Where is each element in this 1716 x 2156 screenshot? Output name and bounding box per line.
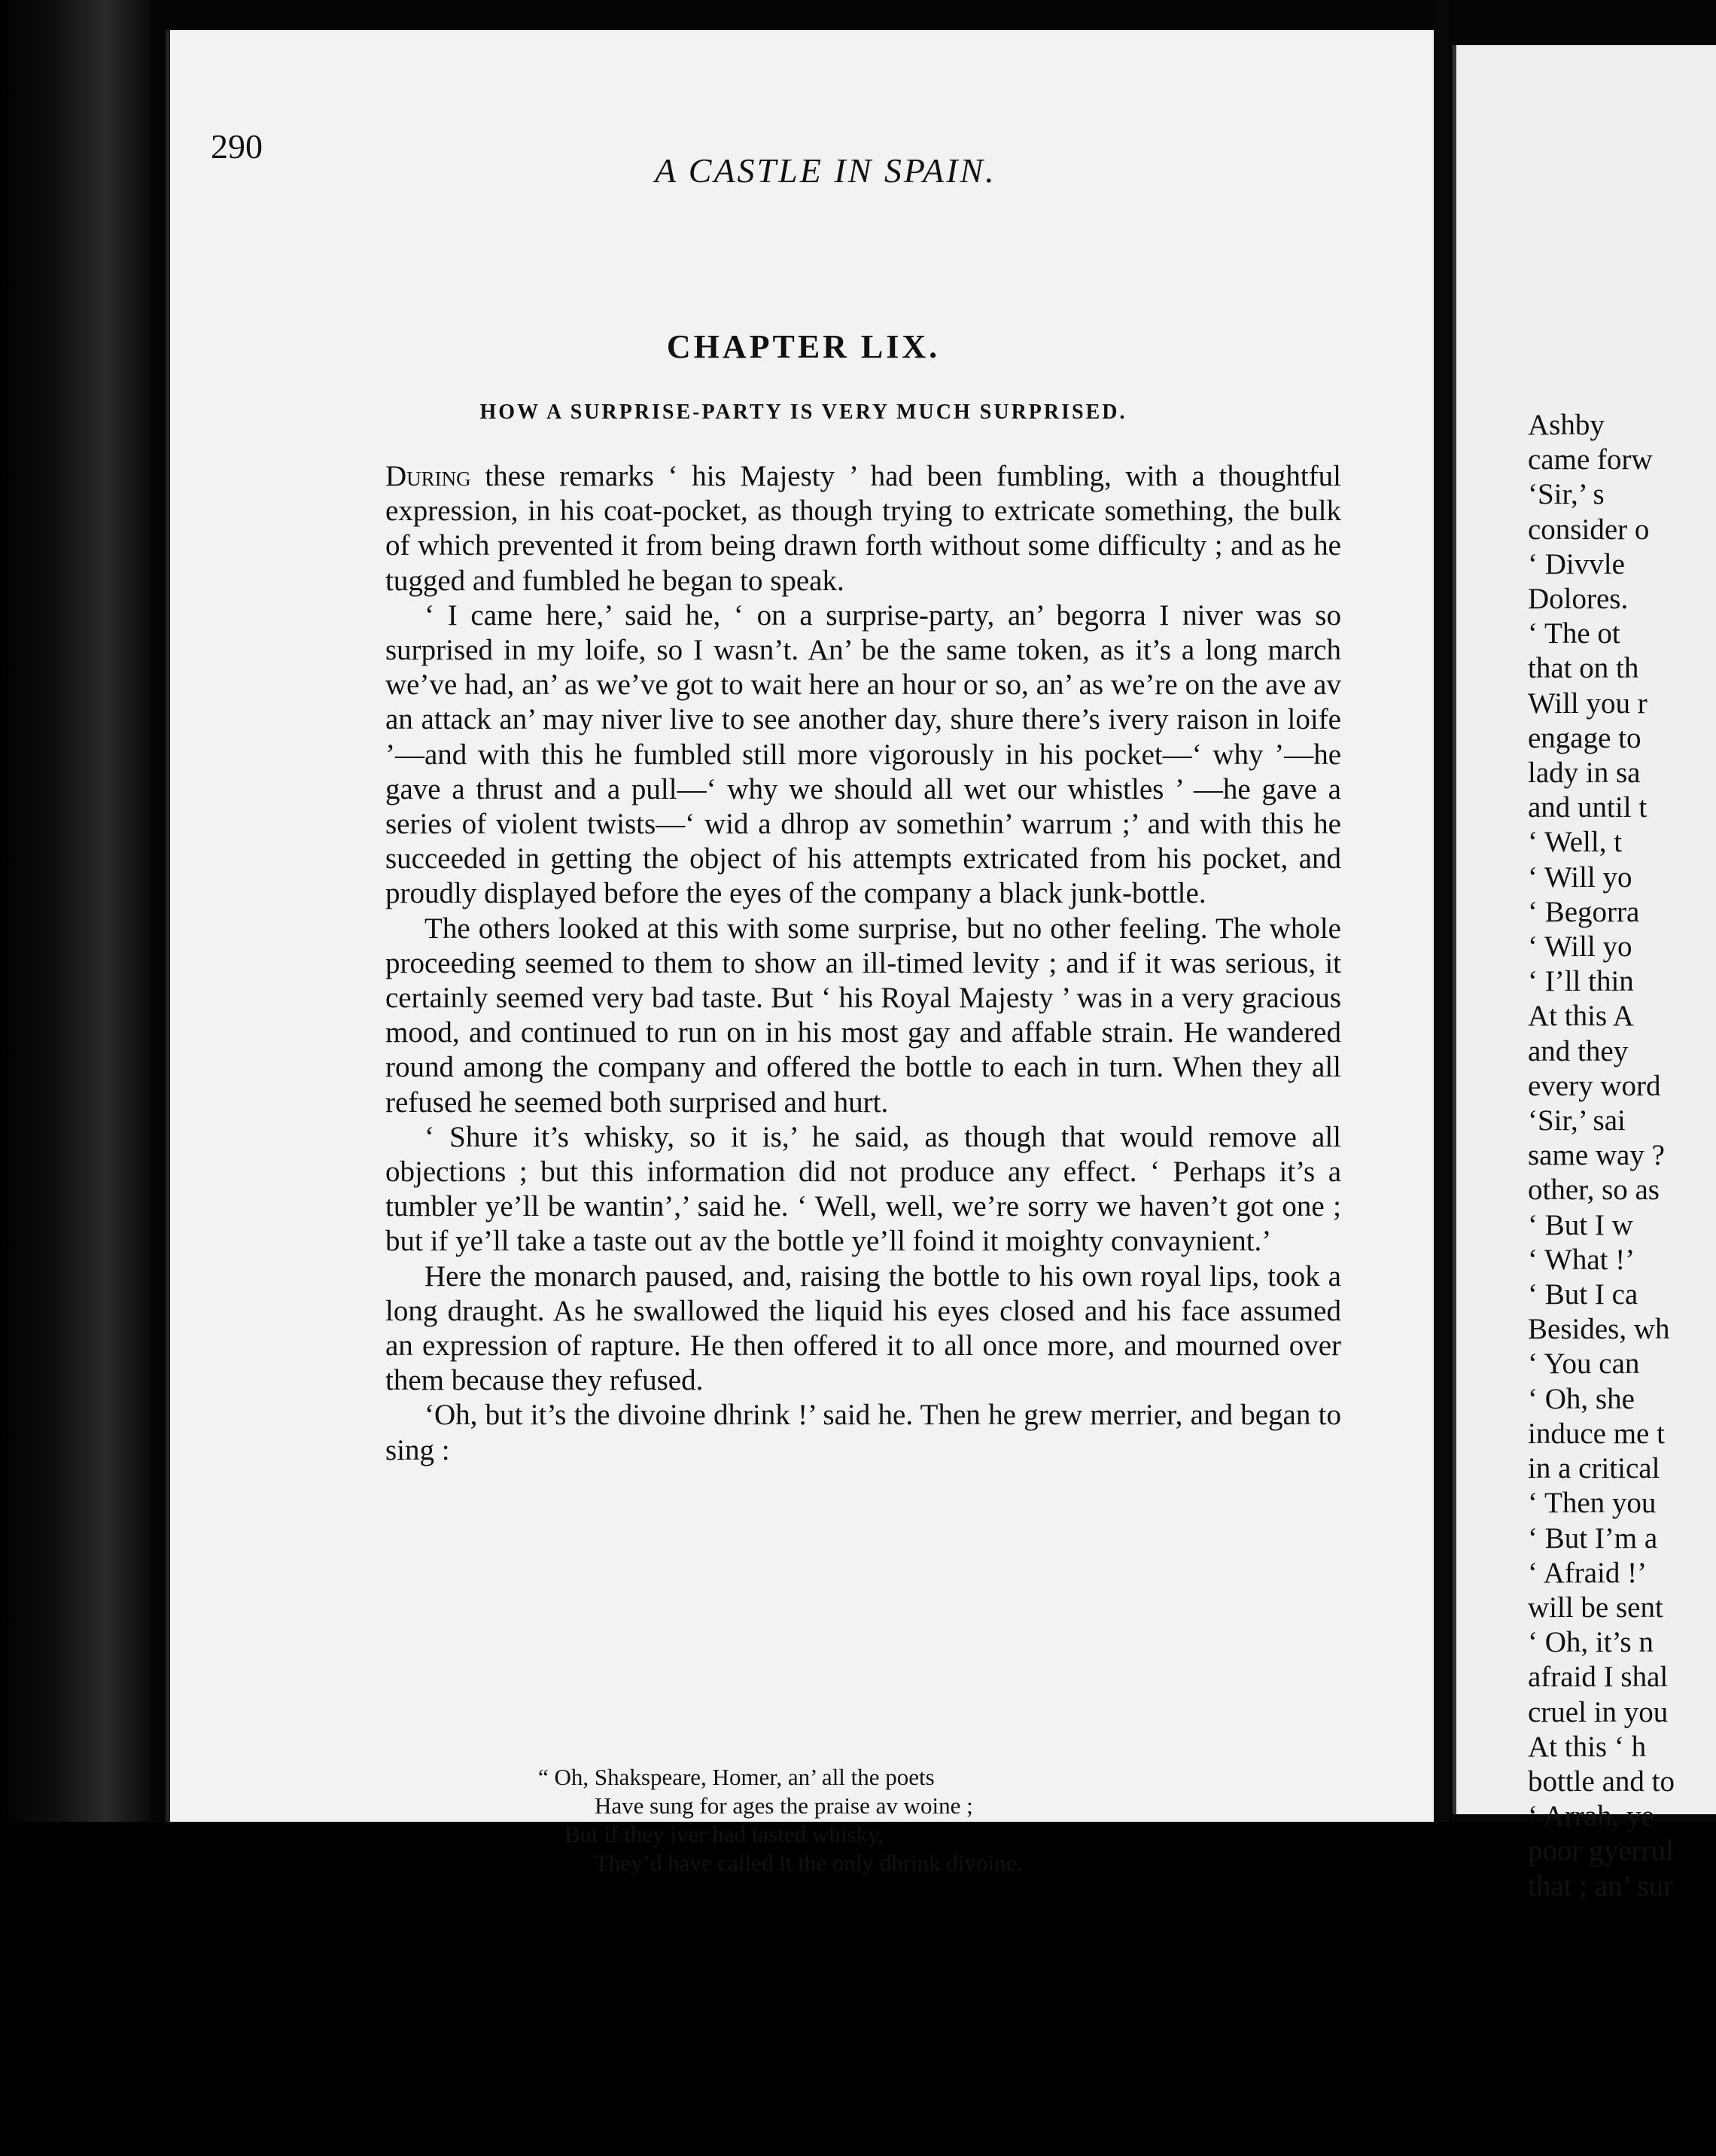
facing-page-line: ‘Sir,’ s (1528, 478, 1605, 511)
facing-page-line: every word (1528, 1069, 1661, 1102)
facing-page-line: ‘ You can (1528, 1348, 1640, 1381)
facing-page-line: in a critical (1528, 1452, 1660, 1485)
facing-page-line: ‘ Will yo (1528, 930, 1632, 964)
facing-page-text (1528, 408, 1716, 1904)
facing-page-line: ‘Sir,’ sai (1528, 1104, 1626, 1137)
facing-page-line: ‘ But I w (1528, 1208, 1633, 1241)
facing-page-line: ‘ Well, t (1528, 826, 1623, 859)
chapter-body (385, 459, 1341, 1468)
facing-page-line: other, so as (1528, 1174, 1660, 1207)
facing-page-line: engage to (1528, 721, 1641, 754)
facing-page-line: ‘ Begorra (1528, 895, 1640, 928)
song-verse (538, 1763, 1022, 1877)
verse-line: They’d have called it the only dhrink divoine. (595, 1850, 1023, 1876)
paragraph: ‘Oh, but it’s the divoine dhrink !’ said he. Then he grew merrier, and began to sing : (385, 1399, 1341, 1466)
facing-page-line: induce me t (1528, 1417, 1665, 1450)
paragraph (385, 459, 1341, 598)
facing-page-line: ‘ But I ca (1528, 1278, 1638, 1311)
facing-page-line: that ; an’ sur (1528, 1869, 1674, 1902)
facing-page-line: lady in sa (1528, 757, 1641, 790)
paragraph-text: these remarks ‘ his Majesty ’ had been fumbling, with a thoughtful expression, in his coat-pocket, as though trying to extricate something, the bulk of which prevented it from being drawn forth without some difficulty ; and as he tugged and fumbled he began to speak. (385, 460, 1341, 597)
facing-page-line: ‘ Oh, it’s n (1528, 1626, 1654, 1659)
facing-page-line: bottle and to (1528, 1765, 1675, 1798)
facing-page-line: ‘ Afraid !’ (1528, 1556, 1648, 1589)
facing-page-line: ‘ I’ll thin (1528, 965, 1634, 998)
facing-page-line: cruel in you (1528, 1695, 1669, 1728)
facing-page-line: ‘ Then you (1528, 1487, 1657, 1520)
facing-page-line: ‘ What !’ (1528, 1243, 1635, 1276)
facing-page-line: consider o (1528, 513, 1650, 546)
facing-page-line: ‘ Oh, she (1528, 1382, 1635, 1415)
paragraph: ‘ I came here,’ said he, ‘ on a surprise-party, an’ begorra I niver was so surprised in my loife, so I wasn’t. An’ be the same token, as it’s a long march we’ve had, an’ as we’ve got to wait here an hour or so, an’ as we’re on the ave av an attack an’ may niver live to see another day, shure there’s ivery raison in loife ’—and with this he fumbled still more vigorously in his pocket—‘ why ’—he gave a thrust and a pull—‘ why we should all wet our whistles ’ —he gave a series of violent twists—‘ wid a dhrop av somethin’ warrum ;’ and with this he succeeded in getting the object of his attempts extricated from his pocket, and proudly displayed before the eyes of the company a black junk-bottle. (385, 598, 1341, 910)
facing-page-line: Dolores. (1528, 583, 1629, 616)
facing-page-line: will be sent (1528, 1591, 1663, 1624)
chapter-title: CHAPTER LIX. (666, 328, 941, 365)
paragraph: The others looked at this with some surprise, but no other feeling. The whole proceeding seemed to them to show an ill-timed levity ; and if it was serious, it certainly seemed very bad taste. But ‘ his Royal Majesty ’ was in a very gracious mood, and continued to run on in his most gay and affable strain. He wandered round among the company and offered the bottle to each in turn. When they all refused he seemed both surprised and hurt. (385, 912, 1341, 1119)
facing-page-line: ‘ Will yo (1528, 860, 1632, 894)
facing-page-line: ‘ The ot (1528, 617, 1620, 650)
facing-page-line: poor gyerrul (1528, 1835, 1674, 1868)
facing-page-line: ‘ But I’m a (1528, 1521, 1658, 1555)
facing-page-line: same way ? (1528, 1139, 1665, 1172)
verse-line: “ Oh, Shakspeare, Homer, an’ all the poets (538, 1764, 935, 1790)
facing-page-line: came forw (1528, 443, 1653, 477)
verse-line: Have sung for ages the praise av woine ; (595, 1792, 973, 1819)
chapter-subtitle: HOW A SURPRISE-PARTY IS VERY MUCH SURPRISED. (479, 400, 1127, 424)
page-number: 290 (211, 127, 263, 166)
facing-page-line: and until t (1528, 791, 1648, 824)
facing-page-line: At this ‘ h (1528, 1730, 1647, 1763)
facing-page-line: ‘ Divvle (1528, 547, 1625, 580)
facing-page-line: Besides, wh (1528, 1313, 1670, 1346)
facing-page-line: At this A (1528, 1000, 1634, 1033)
running-title: A CASTLE IN SPAIN. (655, 151, 996, 190)
facing-page-line: and they (1528, 1034, 1629, 1067)
paragraph: Here the monarch paused, and, raising the bottle to his own royal lips, took a long draught. As he swallowed the liquid his eyes closed and his face assumed an expression of rapture. He then offered it to all once more, and mourned over them because they refused. (385, 1259, 1341, 1397)
facing-page-line: Will you r (1528, 687, 1648, 720)
facing-page-line: ‘ Arrah, ye (1528, 1800, 1654, 1833)
facing-page-line: afraid I shal (1528, 1661, 1669, 1694)
facing-page-line: Ashby (1528, 409, 1605, 441)
facing-page-line: that on th (1528, 652, 1639, 685)
paragraph: ‘ Shure it’s whisky, so it is,’ he said, as though that would remove all objections ; but this information did not produce any effect. ‘ Perhaps it’s a tumbler ye’ll be wantin’,’ said he. ‘ Well, well, we’re sorry we haven’t got one ; but if ye’ll take a taste out av the bottle ye’ll foind it moighty convaynient.’ (385, 1120, 1341, 1258)
paragraph-lead-word: During (385, 460, 471, 492)
verse-line: But if they iver had tasted whisky, (564, 1821, 884, 1847)
